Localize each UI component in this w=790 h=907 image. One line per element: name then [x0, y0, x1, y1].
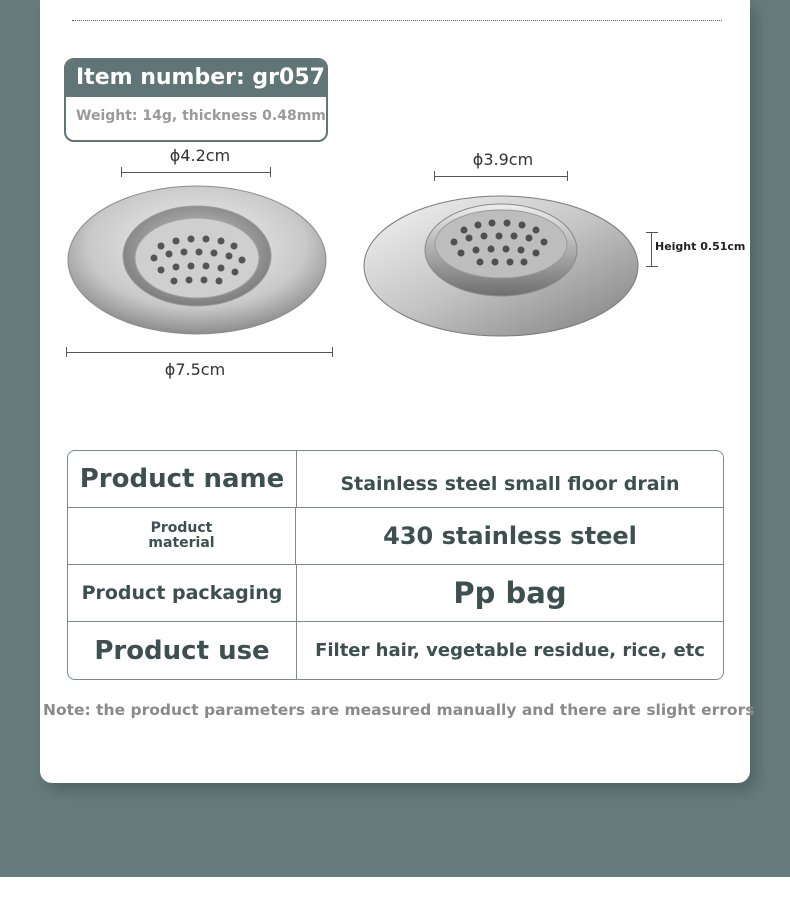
dim-tick [434, 171, 435, 181]
spec-value: Filter hair, vegetable residue, rice, etc [315, 640, 705, 661]
inner-diameter-right: ϕ3.9cm [472, 150, 534, 169]
strainer-angle-view-image [362, 190, 642, 340]
dim-tick [332, 347, 333, 357]
spec-label: Product material [68, 508, 296, 564]
table-row [68, 451, 723, 508]
table-row [68, 622, 723, 679]
dim-tick [567, 171, 568, 181]
spec-label: Product name [68, 451, 297, 507]
inner-diameter-right-line [434, 176, 567, 177]
spec-value: 430 stainless steel [383, 522, 637, 550]
dim-tick [646, 266, 658, 267]
item-number-label: Item number: gr057 [66, 60, 326, 97]
item-number-box [64, 58, 328, 142]
spec-value: Pp bag [453, 576, 567, 610]
inner-diameter-left: ϕ4.2cm [169, 146, 231, 165]
spec-label: Product use [68, 622, 297, 679]
height-label: Height 0.51cm [655, 240, 746, 253]
item-weight-thickness: Weight: 14g, thickness 0.48mm [76, 108, 326, 124]
dim-tick [646, 232, 658, 233]
table-row [68, 565, 723, 622]
dim-tick [121, 167, 122, 177]
measurement-note: Note: the product parameters are measured manually and there are slight errors [43, 701, 755, 719]
outer-diameter-left: ϕ7.5cm [164, 360, 226, 379]
dim-tick [270, 167, 271, 177]
table-row [68, 508, 723, 565]
inner-diameter-left-line [121, 172, 270, 173]
spec-label: Product packaging [68, 565, 297, 621]
outer-diameter-left-line [66, 352, 332, 353]
spec-value: Stainless steel small floor drain [340, 473, 680, 495]
height-dimension-line [651, 232, 652, 266]
dotted-divider [72, 20, 722, 21]
spec-table [67, 450, 724, 680]
dim-tick [66, 347, 67, 357]
strainer-top-view-image [66, 184, 328, 336]
